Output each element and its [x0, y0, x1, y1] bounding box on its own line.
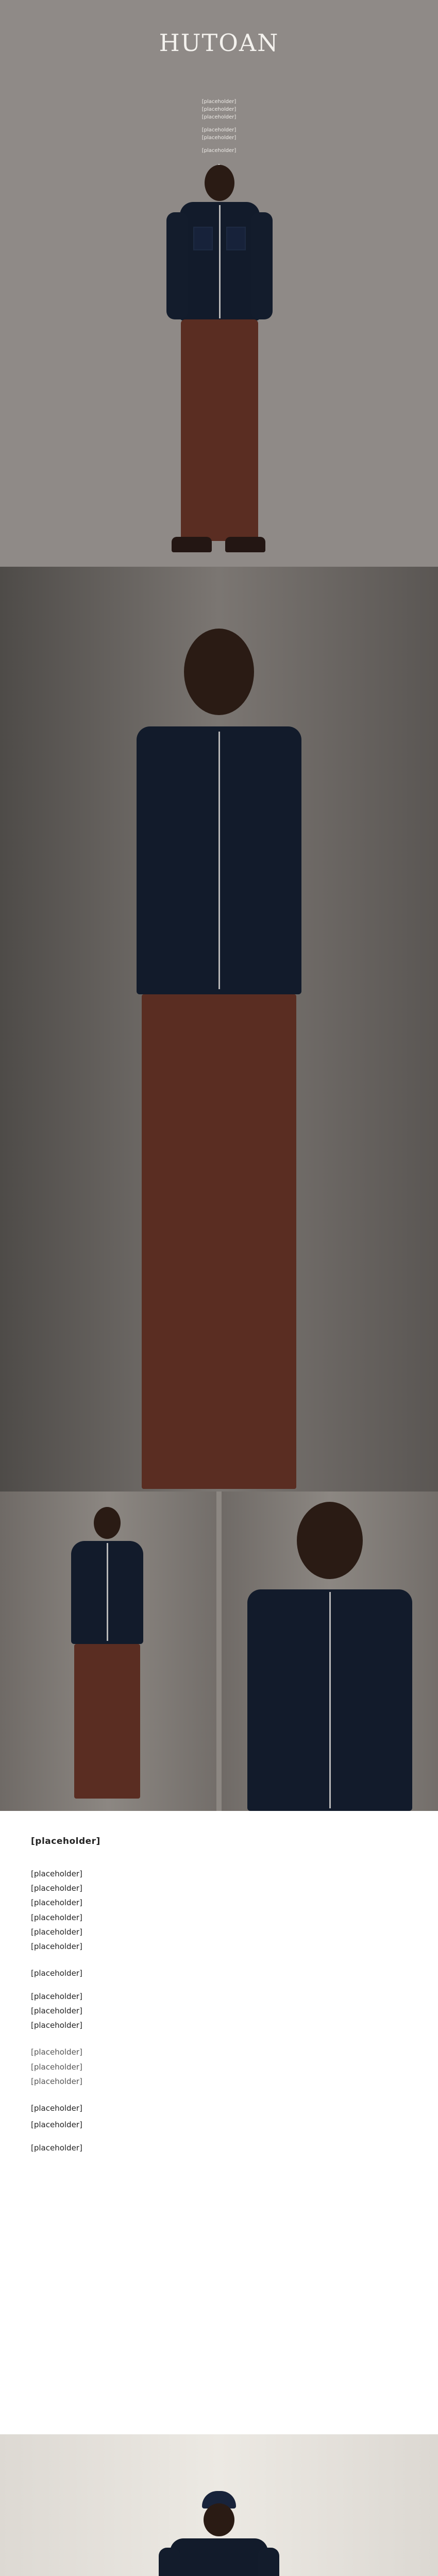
photo-left-full: [0, 1492, 216, 1811]
product-description: [placeholder]: [31, 1969, 82, 1978]
notice-item: [placeholder]: [31, 2076, 82, 2086]
notice-list: [31, 2045, 407, 2088]
model-full-body: [157, 165, 281, 556]
photo-pair: [0, 1492, 438, 1811]
brand-intro: [119, 98, 319, 175]
photo-right-closeup: [222, 1492, 438, 1811]
feature-item: [placeholder]: [31, 1912, 82, 1922]
product-spec: [31, 1834, 407, 2158]
intro-line-4: [placeholder]: [201, 127, 237, 133]
intro-line-6: [placeholder]: [201, 148, 237, 154]
fabric-info: [placeholder]: [31, 1991, 82, 2001]
model-info: [placeholder]: [31, 2143, 82, 2153]
intro-line-1: [placeholder]: [201, 99, 237, 105]
care-info: [placeholder]: [31, 2021, 82, 2030]
feature-list: [31, 1867, 407, 1954]
portrait-photo: [0, 567, 438, 1492]
intro-line-2: [placeholder]: [201, 107, 237, 112]
size-large: [placeholder]: [31, 2120, 82, 2130]
color-info: [placeholder]: [31, 2006, 82, 2015]
notice-item: [placeholder]: [31, 2062, 82, 2072]
brand-logo: HUTOAN: [159, 29, 279, 57]
feature-item: [placeholder]: [31, 1884, 82, 1893]
notice-item: [placeholder]: [31, 2047, 82, 2057]
product-title: [placeholder]: [31, 1836, 100, 1846]
intro-line-5: [placeholder]: [201, 135, 237, 141]
feature-item: [placeholder]: [31, 1869, 82, 1878]
feature-item: [placeholder]: [31, 1942, 82, 1951]
feature-item: [placeholder]: [31, 1898, 82, 1908]
size-medium: [placeholder]: [31, 2104, 82, 2113]
hero-section: [0, 0, 438, 567]
material-list: [31, 1990, 407, 2032]
hooded-full-photo: [0, 2434, 438, 2576]
intro-line-3: [placeholder]: [201, 114, 237, 120]
feature-item: [placeholder]: [31, 1927, 82, 1937]
